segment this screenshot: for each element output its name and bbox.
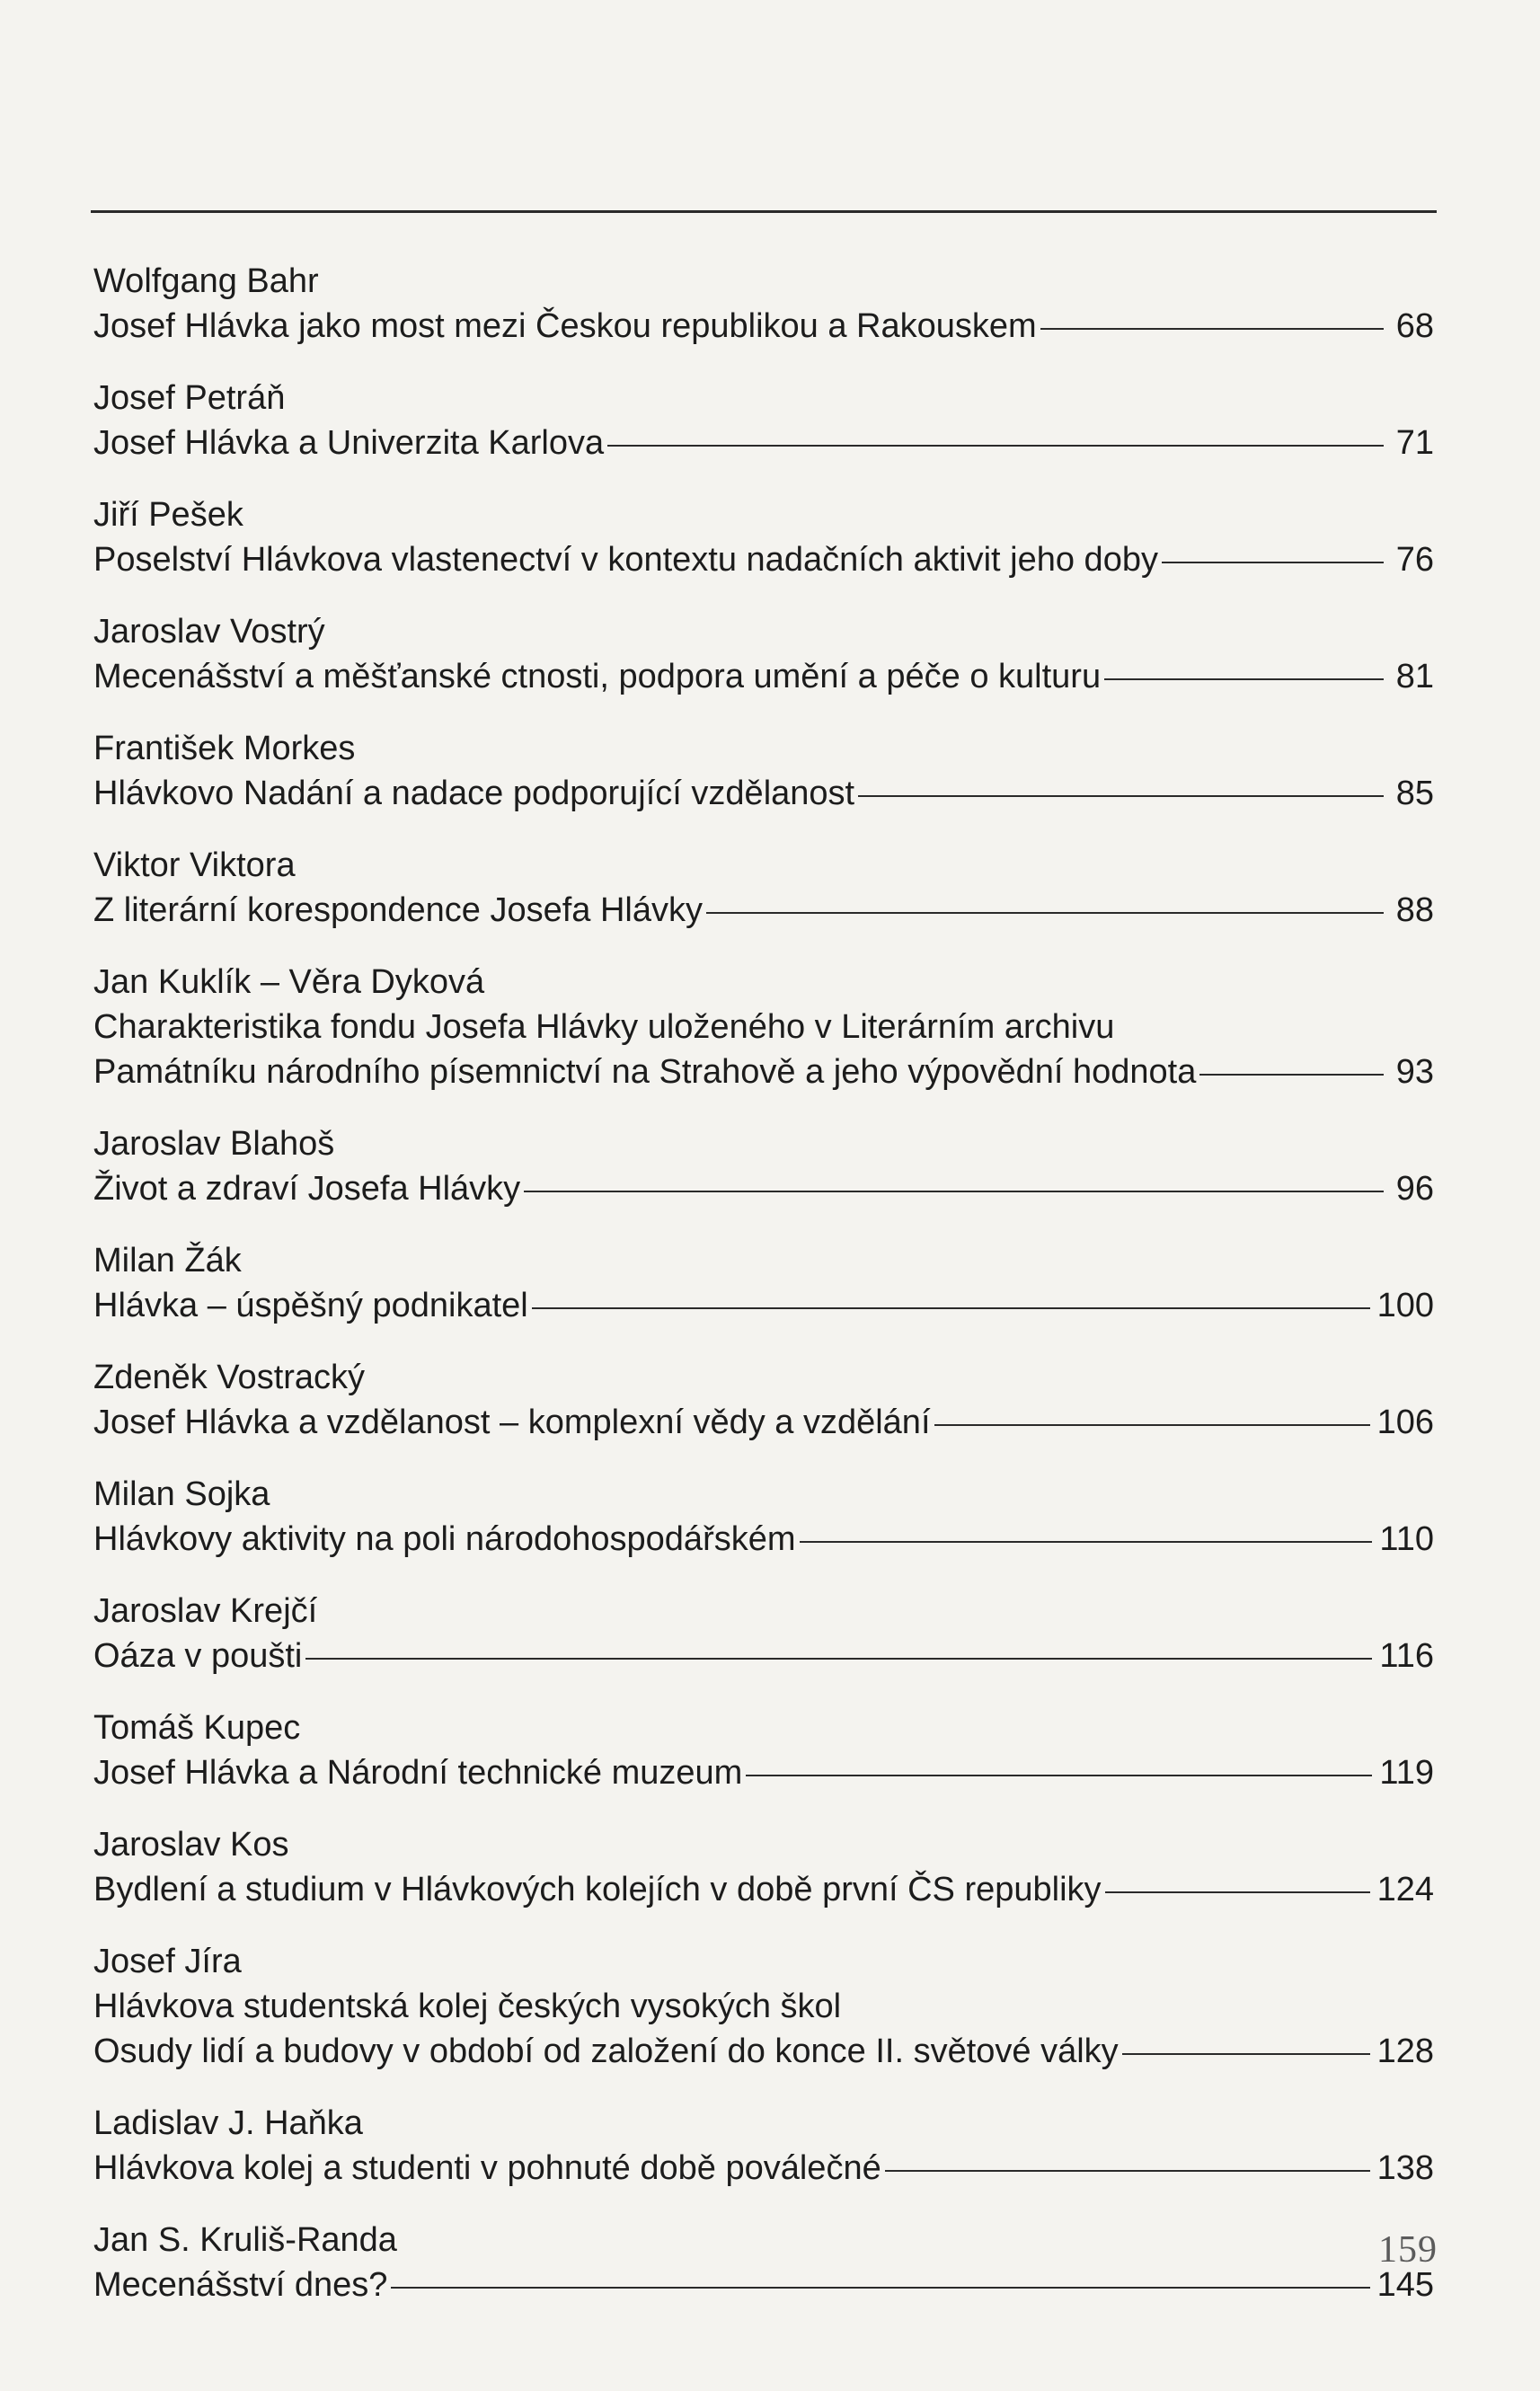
- toc-title-text: Mecenášství dnes?: [93, 2266, 388, 2304]
- toc-title-text: Památníku národního písemnictví na Strahově a jeho výpovědní hodnota: [93, 1053, 1197, 1091]
- toc-entry: [93, 726, 1434, 816]
- toc-author: Wolfgang Bahr: [93, 262, 319, 300]
- toc-author: Tomáš Kupec: [93, 1709, 301, 1747]
- leader-line: [858, 795, 1384, 797]
- toc-title-text: Z literární korespondence Josefa Hlávky: [93, 891, 703, 929]
- toc-title-line: [93, 2263, 1434, 2307]
- toc-entry: [93, 1121, 1434, 1211]
- toc-title-text: Bydlení a studium v Hlávkových kolejích v době první ČS republiky: [93, 1871, 1102, 1908]
- toc-title-text: Hlávkova kolej a studenti v pohnuté době poválečné: [93, 2149, 881, 2187]
- toc-title-line: [93, 1634, 1434, 1678]
- toc-page-number: 110: [1379, 1520, 1434, 1558]
- toc-author: Milan Sojka: [93, 1475, 270, 1513]
- toc-author: Milan Žák: [93, 1242, 242, 1280]
- toc-page-number: 100: [1376, 1287, 1434, 1324]
- leader-line: [1105, 1891, 1370, 1893]
- toc-page-number: 106: [1376, 1404, 1434, 1441]
- toc-page-number: 145: [1376, 2266, 1434, 2304]
- top-rule: [91, 210, 1437, 213]
- toc-entry: [93, 492, 1434, 582]
- toc-entry: [93, 1822, 1434, 1912]
- toc-title-line: [93, 421, 1434, 465]
- toc-title-line: [93, 304, 1434, 349]
- toc-title-line: [93, 2146, 1434, 2191]
- toc-entry: [93, 1472, 1434, 1562]
- toc-entry: [93, 259, 1434, 349]
- leader-line: [1162, 562, 1384, 563]
- leader-line: [607, 445, 1384, 447]
- toc-entry: [93, 376, 1434, 465]
- leader-line: [1199, 1074, 1384, 1076]
- page-number: 159: [1378, 2229, 1438, 2271]
- leader-line: [524, 1191, 1384, 1192]
- table-of-contents: [93, 259, 1434, 2334]
- toc-title-text: Hlávka – úspěšný podnikatel: [93, 1287, 528, 1324]
- toc-page-number: 119: [1379, 1754, 1434, 1792]
- toc-entry: [93, 2101, 1434, 2191]
- toc-title-text: Josef Hlávka a vzdělanost – komplexní vědy a vzdělání: [93, 1404, 931, 1441]
- toc-author: Zdeněk Vostracký: [93, 1359, 366, 1396]
- toc-page-number: 71: [1395, 424, 1434, 462]
- toc-author: Josef Jíra: [93, 1943, 242, 1980]
- toc-title-line: [93, 2029, 1434, 2074]
- leader-line: [885, 2170, 1370, 2172]
- toc-title-line: [93, 888, 1434, 933]
- toc-title-text: Hlávkova studentská kolej českých vysokých škol: [93, 1988, 842, 2025]
- toc-page-number: 116: [1379, 1637, 1434, 1675]
- toc-title-text: Charakteristika fondu Josefa Hlávky uloženého v Literárním archivu: [93, 1008, 1115, 1046]
- toc-entry: [93, 1238, 1434, 1328]
- toc-page-number: 81: [1395, 658, 1434, 695]
- toc-entry: [93, 843, 1434, 933]
- toc-entry: [93, 609, 1434, 699]
- leader-line: [1040, 328, 1384, 330]
- toc-page-number: 76: [1395, 541, 1434, 579]
- toc-author: František Morkes: [93, 730, 356, 767]
- toc-title-line: [93, 1400, 1434, 1445]
- leader-line: [746, 1775, 1372, 1776]
- toc-title-line: [93, 1750, 1434, 1795]
- toc-page-number: 96: [1395, 1170, 1434, 1208]
- toc-author: Jaroslav Vostrý: [93, 613, 325, 651]
- leader-line: [1122, 2053, 1370, 2055]
- toc-title-line: [93, 1166, 1434, 1211]
- toc-title-line: [93, 771, 1434, 816]
- toc-page-number: 128: [1376, 2032, 1434, 2070]
- toc-entry: [93, 2218, 1434, 2307]
- toc-title-text: Osudy lidí a budovy v období od založení do konce II. světové války: [93, 2032, 1119, 2070]
- toc-entry: [93, 960, 1434, 1094]
- toc-title-text: Poselství Hlávkova vlastenectví v kontextu nadačních aktivit jeho doby: [93, 541, 1158, 579]
- toc-author: Josef Petráň: [93, 379, 286, 417]
- toc-author: Jan S. Kruliš-Randa: [93, 2221, 397, 2259]
- toc-author: Jiří Pešek: [93, 496, 243, 534]
- toc-entry: [93, 1355, 1434, 1445]
- leader-line: [706, 912, 1384, 914]
- toc-title-line: [93, 1005, 1434, 1049]
- toc-entry: [93, 1589, 1434, 1678]
- toc-title-text: Oáza v poušti: [93, 1637, 303, 1675]
- toc-title-text: Hlávkovy aktivity na poli národohospodářském: [93, 1520, 796, 1558]
- toc-page-number: 138: [1376, 2149, 1434, 2187]
- toc-title-line: [93, 1049, 1434, 1094]
- toc-title-line: [93, 654, 1434, 699]
- leader-line: [391, 2287, 1369, 2289]
- toc-title-text: Josef Hlávka jako most mezi Českou republikou a Rakouskem: [93, 307, 1037, 345]
- toc-author: Jan Kuklík – Věra Dyková: [93, 963, 485, 1001]
- toc-title-line: [93, 537, 1434, 582]
- toc-title-text: Hlávkovo Nadání a nadace podporující vzdělanost: [93, 775, 855, 812]
- toc-entry: [93, 1705, 1434, 1795]
- toc-author: Ladislav J. Haňka: [93, 2104, 363, 2142]
- toc-title-text: Josef Hlávka a Národní technické muzeum: [93, 1754, 743, 1792]
- toc-author: Viktor Viktora: [93, 846, 296, 884]
- leader-line: [934, 1424, 1370, 1426]
- leader-line: [1104, 678, 1384, 680]
- toc-author: Jaroslav Krejčí: [93, 1592, 318, 1630]
- toc-title-text: Mecenášství a měšťanské ctnosti, podpora umění a péče o kulturu: [93, 658, 1102, 695]
- toc-title-line: [93, 1867, 1434, 1912]
- toc-author: Jaroslav Blahoš: [93, 1125, 335, 1163]
- leader-line: [305, 1658, 1372, 1660]
- toc-title-text: Život a zdraví Josefa Hlávky: [93, 1170, 521, 1208]
- toc-page-number: 85: [1395, 775, 1434, 812]
- toc-title-line: [93, 1283, 1434, 1328]
- leader-line: [532, 1307, 1370, 1309]
- toc-page-number: 124: [1376, 1871, 1434, 1908]
- toc-entry: [93, 1939, 1434, 2074]
- toc-title-text: Josef Hlávka a Univerzita Karlova: [93, 424, 605, 462]
- toc-page-number: 93: [1395, 1053, 1434, 1091]
- toc-title-line: [93, 1517, 1434, 1562]
- toc-page-number: 88: [1395, 891, 1434, 929]
- leader-line: [800, 1541, 1373, 1543]
- toc-page-number: 68: [1395, 307, 1434, 345]
- toc-title-line: [93, 1984, 1434, 2029]
- toc-author: Jaroslav Kos: [93, 1826, 289, 1864]
